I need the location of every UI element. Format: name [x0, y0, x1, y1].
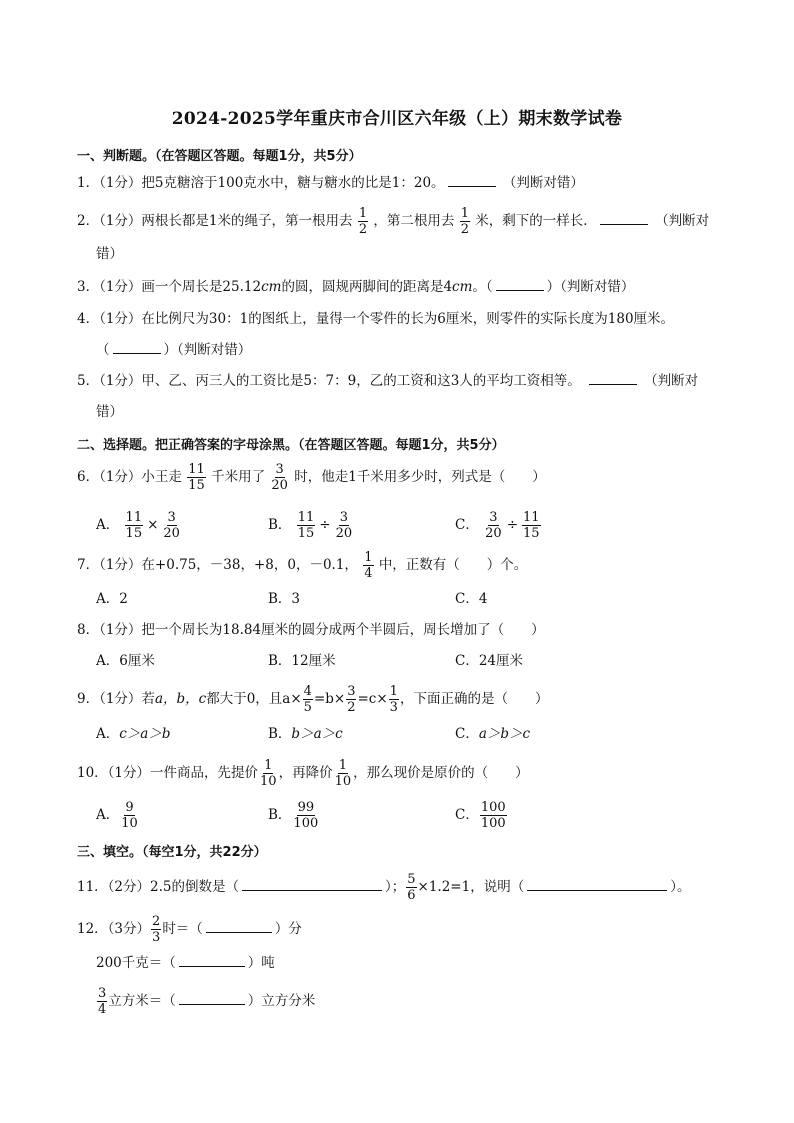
question-4-cont: （ ）（判断对错） [96, 342, 252, 358]
section-judgement-heading: 一、判断题。（在答题区答题。每题1分，共5分） [77, 149, 362, 164]
question-4: 4．（1分）在比例尺为30：1的图纸上，量得一个零件的长为6厘米，则零件的实际长度为180厘米。 [77, 311, 675, 327]
fraction: $\frac{4}{5}$ [303, 684, 312, 715]
section-choice-heading: 二、选择题。把正确答案的字母涂黑。（在答题区答题。每题1分，共5分） [77, 438, 505, 453]
option-c[interactable]: C．4 [455, 591, 488, 607]
answer-blank[interactable] [600, 211, 648, 225]
option-b[interactable]: B．3 [268, 591, 301, 607]
fraction: $\frac{1}{3}$ [389, 684, 398, 715]
answer-blank[interactable] [589, 371, 637, 385]
option-b[interactable]: B． $\frac{11}{15}$ ÷ $\frac{3}{20}$ [268, 510, 353, 541]
question-5-cont: 错） [96, 404, 123, 420]
fraction: $\frac{11}{15}$ [188, 462, 205, 493]
question-3: 3．（1分）画一个周长是25.12cm的圆，圆规两脚间的距离是4cm。（ ）（判断对错） [77, 279, 635, 295]
question-8: 8．（1分）把一个周长为18.84厘米的圆分成两个半圆后，周长增加了（ ） [77, 622, 545, 638]
fraction: $\frac{1}{4}$ [364, 550, 373, 581]
question-12: 12．（3分） $\frac{2}{3}$ 时＝（ ）分 [77, 914, 302, 945]
option-c[interactable]: C． $\frac{3}{20}$ ÷ $\frac{11}{15}$ [455, 510, 540, 541]
question-9: 9．（1分）若a，b，c都大于0，且a× $\frac{4}{5}$ =b× $\frac{3}{2}$ =c× $\frac{1}{3}$ ，下面正确的是（ ） [77, 684, 549, 715]
question-10: 10．（1分）一件商品，先提价 $\frac{1}{10}$ ，再降价 $\frac{1}{10}$ ，那么现价是原价的（ ） [77, 758, 529, 789]
option-a[interactable]: A． $\frac{11}{15}$ × $\frac{3}{20}$ [96, 510, 180, 541]
option-c[interactable]: C．a＞b＞c [455, 726, 531, 742]
option-a[interactable]: A．6厘米 [96, 653, 155, 669]
question-2: 2．（1分）两根长都是1米的绳子，第一根用去 $\frac{1}{2}$ ，第二根用去 $\frac{1}{2}$ 米，剩下的一样长． （判断对 [77, 206, 710, 237]
fraction: $\frac{1}{2}$ [460, 206, 469, 237]
option-a[interactable]: A．2 [96, 591, 128, 607]
option-b[interactable]: B．b＞a＞c [268, 726, 343, 742]
question-5: 5．（1分）甲、乙、丙三人的工资比是5：7：9，乙的工资和这3人的平均工资相等。 （判断对 [77, 373, 699, 389]
option-a[interactable]: A． $\frac{9}{10}$ [96, 800, 138, 831]
option-a[interactable]: A．c＞a＞b [96, 726, 171, 742]
fraction: $\frac{5}{6}$ [407, 872, 416, 903]
answer-blank[interactable] [179, 953, 245, 967]
question-11: 11．（2分）2.5的倒数是（ ）； $\frac{5}{6}$ ×1.2=1，说明（ ）。 [77, 872, 691, 903]
fraction: $\frac{3}{4}$ [98, 986, 107, 1017]
question-6: 6．（1分）小王走 $\frac{11}{15}$ 千米用了 $\frac{3}{20}$ 时，他走1千米用多少时，列式是（ ） [77, 462, 546, 493]
fraction: $\frac{1}{2}$ [358, 206, 368, 237]
fraction: $\frac{3}{2}$ [347, 684, 356, 715]
answer-blank[interactable] [113, 340, 161, 354]
option-b[interactable]: B． $\frac{99}{100}$ [268, 800, 319, 831]
question-2-cont: 错） [96, 246, 123, 262]
question-7: 7．（1分）在+0.75，－38，+8，0，－0.1， $\frac{1}{4}$ 中，正数有（ ）个。 [77, 550, 528, 581]
answer-blank[interactable] [242, 877, 382, 891]
answer-blank[interactable] [206, 919, 272, 933]
fraction: $\frac{2}{3}$ [152, 914, 161, 945]
question-12-line2: 200千克＝（ ）吨 [96, 955, 275, 971]
fraction: $\frac{1}{10}$ [260, 758, 277, 789]
question-12-line3: $\frac{3}{4}$ 立方米＝（ ）立方分米 [98, 986, 316, 1017]
section-fill-heading: 三、填空。（每空1分，共22分） [77, 845, 267, 860]
answer-blank[interactable] [527, 877, 667, 891]
answer-blank[interactable] [496, 277, 544, 291]
page-title: 2024-2025学年重庆市合川区六年级（上）期末数学试卷 [171, 109, 623, 129]
fraction: $\frac{3}{20}$ [271, 462, 288, 493]
option-c[interactable]: C． $\frac{100}{100}$ [455, 800, 506, 831]
answer-blank[interactable] [448, 173, 496, 187]
option-c[interactable]: C．24厘米 [455, 653, 524, 669]
fraction: $\frac{1}{10}$ [334, 758, 352, 789]
option-b[interactable]: B．12厘米 [268, 653, 336, 669]
question-1: 1．（1分）把5克糖溶于100克水中，糖与糖水的比是1：20。 （判断对错） [77, 175, 584, 191]
answer-blank[interactable] [179, 991, 245, 1005]
